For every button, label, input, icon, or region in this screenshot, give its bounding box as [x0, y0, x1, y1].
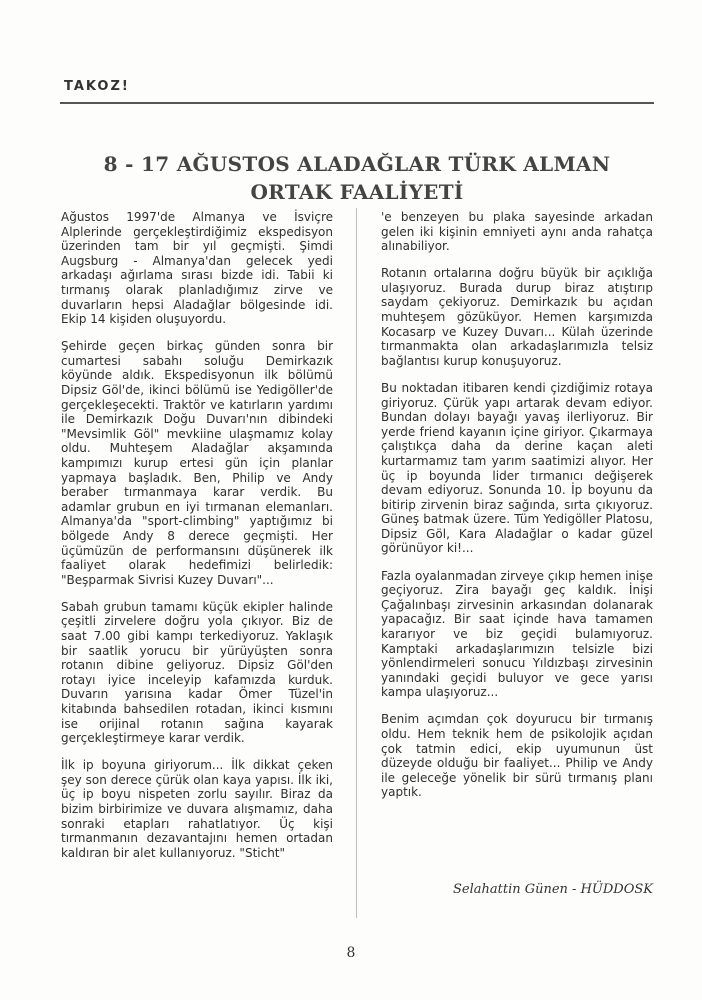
magazine-logo: TAKOZ!: [64, 79, 130, 94]
paragraph: Sabah grubun tamamı küçük ekipler halinde çeşitli zirvelere doğru yola çıkıyor. Biz de saat 7.00 gibi kampı terkediyoruz. Yaklaşık bir saatlik yorucu bir yürüyüşten sonra rotanın dibine geliyoruz. Dipsiz Göl'den rotayı iyice inceleyip kafamızda kurduk. Duvarın yarısına kadar Ömer Tüzel'in kitabında bahsedilen rotadan, ikinci kısmını ise orijinal rotanın sağına kayarak gerçekleştirmeye karar verdik.: [61, 599, 333, 746]
paragraph: 'e benzeyen bu plaka sayesinde arkadan gelen iki kişinin emniyeti aynı anda rahatça alınabiliyor.: [381, 210, 653, 254]
paragraph: Fazla oyalanmadan zirveye çıkıp hemen inişe geçiyoruz. Zira bayağı geç kaldık. İnişi Çağalınbaşı zirvesinin arkasından dolanarak yapacağız. Bir saat içinde hava tamamen kararıyor ve biz geçidi bulamıyoruz. Kamptaki arkadaşlarımızın telsizle bizi yönlendirmeleri sonucu Yıldızbaşı zirvesinin yanındaki geçidi buluyor ve gece yarısı kampa ulaşıyoruz...: [381, 568, 653, 700]
column-divider: [356, 208, 357, 918]
paragraph: İlk ip boyuna giriyorum... İlk dikkat çeken şey son derece çürük olan kaya yapısı. İlk iki, üç ip boyu nispeten zorlu sayılır. Biraz da bizim birbirimize ve duvara alışmamız, daha sonraki etapları rahatlatıyor. Üç kişi tırmanmanın dezavantajını hemen ortadan kaldıran bir alet kullanıyoruz. "Sticht": [61, 758, 333, 860]
right-column: [381, 210, 653, 812]
paragraph: Benim açımdan çok doyurucu bir tırmanış oldu. Hem teknik hem de psikolojik açıdan çok tatmin edici, ekip uyumunun üst düzeyde olduğu bir faaliyet... Philip ve Andy ile geleceğe yönelik bir sürü tırmanış planı yaptık.: [381, 712, 653, 800]
page-number: 8: [346, 945, 356, 961]
article-title: 8 - 17 AĞUSTOS ALADAĞLAR TÜRK ALMAN ORTAK FAALİYETİ: [103, 152, 611, 204]
left-column: [61, 210, 333, 873]
paragraph: Ağustos 1997'de Almanya ve İsviçre Alplerinde gerçekleştirdiğimiz ekspedisyon üzerinden tam bir yıl geçmişti. Şimdi Augsburg - Almanya'dan gelecek yedi arkadaşı ağırlama sırası bizde idi. Tabii ki tırmanış olarak planladığımız zirve ve duvarların hepsi Aladağlar bölgesinde idi. Ekip 14 kişiden oluşuyordu.: [61, 210, 333, 327]
paragraph: Bu noktadan itibaren kendi çizdiğimiz rotaya giriyoruz. Çürük yapı artarak devam ediyor. Bundan dolayı bayağı yavaş ilerliyoruz. Bir yerde friend kayanın içine giriyor. Çıkarmaya çalıştıkça daha da derine kaçan aleti kurtarmamız tam yarım saatimizi alıyor. Her üç ip boyunda lider tırmanıcı değişerek devam ediyoruz. Sonunda 10. İp boyunu da bitirip zirvenin biraz sağında, sırta çıkıyoruz. Güneş batmak üzere. Tüm Yedigöller Platosu, Dipsiz Göl, Kara Aladağlar o kadar güzel görünüyor ki!...: [381, 380, 653, 556]
header-rule: [60, 102, 654, 104]
paragraph: Rotanın ortalarına doğru büyük bir açıklığa ulaşıyoruz. Burada durup biraz atıştırıp saydam çekiyoruz. Demirkazık bu açıdan muhteşem gözüküyor. Hemen karşımızda Kocasarp ve Kuzey Duvarı... Külah üzerinde tırmanmakta olan arkadaşlarımızla telsiz bağlantısı kurup konuşuyoruz.: [381, 266, 653, 368]
paragraph: Şehirde geçen birkaç günden sonra bir cumartesi sabahı soluğu Demirkazık köyünde aldık. Ekspedisyonun ilk bölümü Dipsiz Göl'de, ikinci bölümü ise Yedigöller'de gerçekleşecekti. Traktör ve katırların yardımı ile Demirkazık Doğu Duvarı'nın dibindeki "Mevsimlik Göl" mevkiine ulaşmamız kolay oldu. Muhteşem Aladağlar akşamında kampımızı kurup ertesi gün için planlar yapmaya başladık. Ben, Philip ve Andy beraber tırmanmaya karar verdik. Bu adamlar grubun en iyi tırmanan elemanları. Almanya'da "sport-climbing" yaptığımız bi bölgede Andy 8 derece geçmişti. Her üçümüzün de performansını düşünerek ilk faaliyet olarak hedefimizi belirledik: "Beşparmak Sivrisi Kuzey Duvarı"...: [61, 339, 333, 587]
author-signature: Selahattin Günen - HÜDDOSK: [452, 882, 653, 897]
